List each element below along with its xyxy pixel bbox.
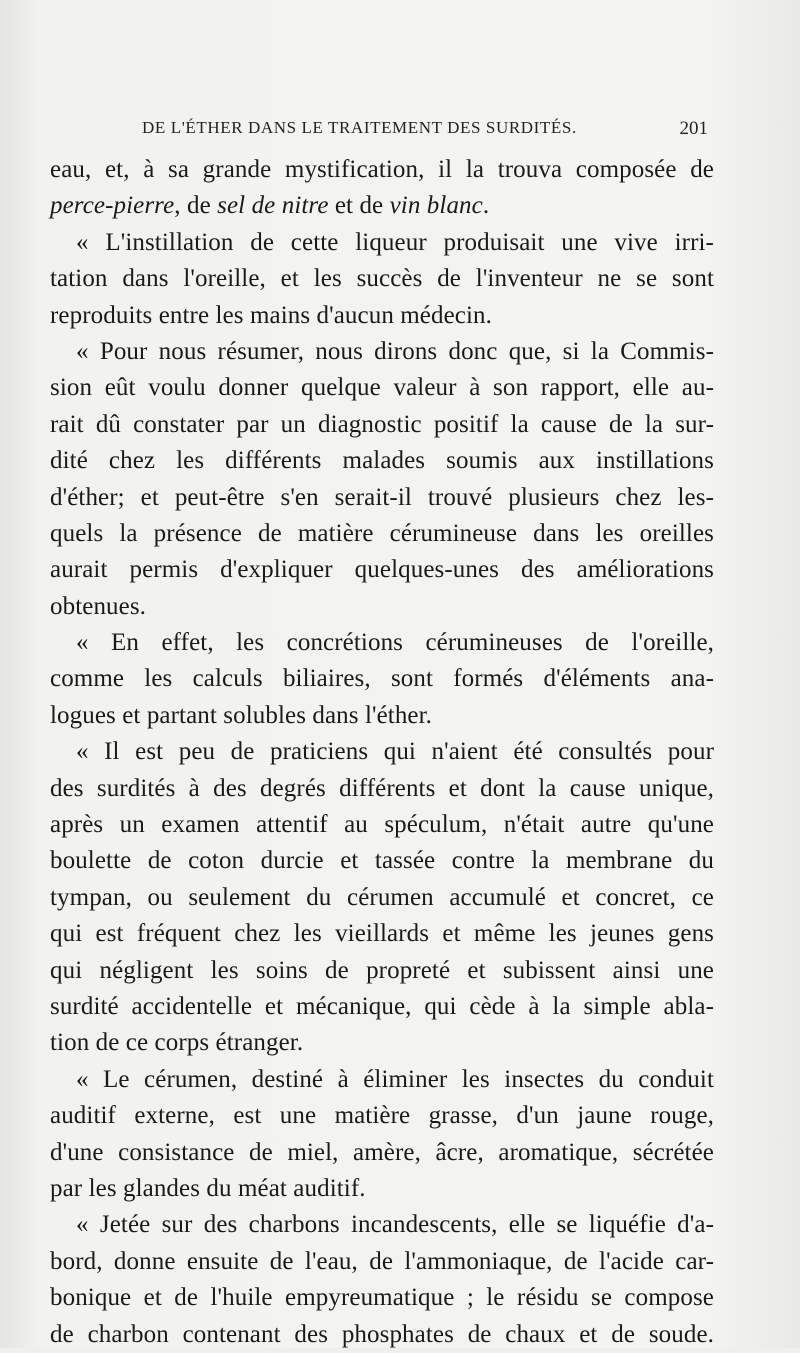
text-line: sion eût voulu donner quelque valeur à son rapport, elle au- xyxy=(50,374,714,402)
text-line: qui est fréquent chez les vieillards et même les jeunes gens xyxy=(50,920,714,948)
text-line: reproduits entre les mains d'aucun médecin. xyxy=(50,301,492,329)
text-line: obtenues. xyxy=(50,592,147,620)
text-line: comme les calculs biliaires, sont formés d'éléments ana- xyxy=(50,665,714,693)
text-line: « Pour nous résumer, nous dirons donc que, si la Commis- xyxy=(76,337,714,365)
text-line: « Il est peu de praticiens qui n'aient été consultés pour xyxy=(76,738,714,766)
text-line: par les glandes du méat auditif. xyxy=(50,1174,366,1202)
body-text xyxy=(50,152,714,1353)
text-line-italic-mix xyxy=(50,188,714,224)
text-line: des surdités à des degrés différents et dont la cause unique, xyxy=(50,774,714,802)
italic-phrase: sel de nitre xyxy=(217,192,329,220)
text-line: aurait permis d'expliquer quelques-unes des améliorations xyxy=(50,556,714,584)
text-line: bord, donne ensuite de l'eau, de l'ammoniaque, de l'acide car- xyxy=(50,1247,714,1275)
text-line: logues et partant solubles dans l'éther. xyxy=(50,701,433,729)
text-line: dité chez les différents malades soumis aux instillations xyxy=(50,447,714,475)
text-fragment: et de xyxy=(328,192,390,220)
text-line: « Jetée sur des charbons incandescents, elle se liquéfie d'a- xyxy=(76,1211,714,1239)
text-line: d'éther; et peut-être s'en serait-il trouvé plusieurs chez les- xyxy=(50,483,714,511)
text-line: quels la présence de matière cérumineuse dans les oreilles xyxy=(50,519,714,547)
text-line: tion de ce corps étranger. xyxy=(50,1029,304,1057)
text-line: tympan, ou seulement du cérumen accumulé et concret, ce xyxy=(50,883,714,911)
running-title: DE L'ÉTHER DANS LE TRAITEMENT DES SURDITÉS. xyxy=(142,118,577,137)
text-line: eau, et, à sa grande mystification, il la trouva composée de xyxy=(50,156,714,183)
text-line: après un examen attentif au spéculum, n'était autre qu'une xyxy=(50,811,714,839)
text-line: boulette de coton durcie et tassée contre la membrane du xyxy=(50,847,714,875)
text-fragment: , de xyxy=(174,192,218,220)
italic-phrase: perce-pierre xyxy=(50,192,175,220)
text-line: qui négligent les soins de propreté et subissent ainsi une xyxy=(50,956,714,984)
text-line: de charbon contenant des phosphates de chaux et de soude. xyxy=(50,1320,714,1348)
text-line: d'une consistance de miel, amère, âcre, aromatique, sécrétée xyxy=(50,1138,714,1166)
text-line: « En effet, les concrétions cérumineuses de l'oreille, xyxy=(76,629,714,657)
text-line: rait dû constater par un diagnostic positif la cause de la sur- xyxy=(50,410,714,438)
text-line: bonique et de l'huile empyreumatique ; le résidu se compose xyxy=(50,1284,714,1312)
text-line: « Le cérumen, destiné à éliminer les insectes du conduit xyxy=(76,1065,714,1093)
page-number: 201 xyxy=(679,118,708,139)
italic-phrase: vin blanc xyxy=(389,192,483,220)
text-line: tation dans l'oreille, et les succès de l'inventeur ne se sont xyxy=(50,265,714,293)
text-line: auditif externe, est une matière grasse, d'un jaune rouge, xyxy=(50,1102,714,1130)
running-head xyxy=(50,118,710,148)
text-fragment: . xyxy=(482,192,490,220)
text-line: « L'instillation de cette liqueur produisait une vive irri- xyxy=(76,228,714,256)
text-line: surdité accidentelle et mécanique, qui cède à la simple abla- xyxy=(50,992,714,1020)
